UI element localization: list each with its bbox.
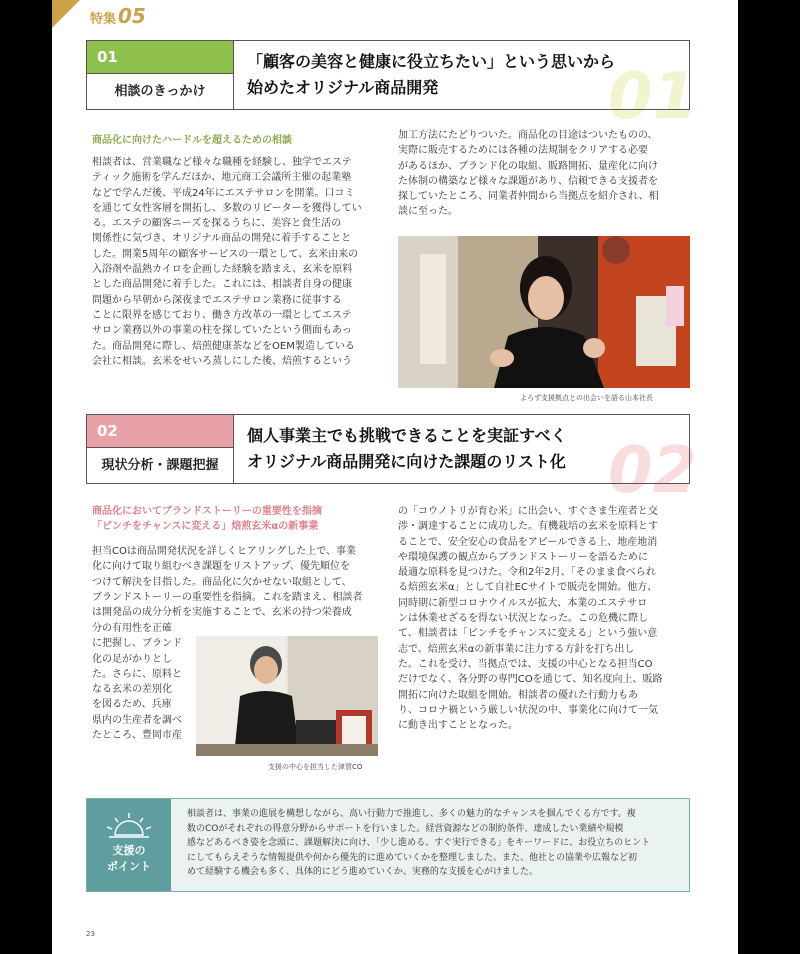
section-label: 現状分析・課題把握: [87, 447, 233, 484]
section-01-right-text: 加工方法にたどりついた。商品化の目途はついたものの、 実際に販売するためには各種の法規制をクリアする必要 があるほか、ブランド化の取組、販路開拓、量産化に向け た体制の構築など様々な課題があり、信頼できる支援者を 探していたところ、同業者仲間から当拠点を紹介され、相 談に至った。: [398, 130, 659, 218]
photo-illustration: [398, 236, 690, 388]
photo-caption-1: よろず支援拠点との出会いを語る山本社長: [520, 394, 653, 402]
section-01-left-text: 相談者は、営業職など様々な職種を経験し、独学でエステ ティック施術を学んだほか、地元商工会議所主催の起業塾 などで学んだ後、平成24年にエステサロンを開業。口コミ を通じて女性客層を開拓し、多数のリピーターを獲得してい る。エステの顧客ニーズを探るうちに、美容と食生活の 関係性に気づき、オリジナル商品の開発に着手することと した。開業5周年の顧客サービスの一環として、玄米由来の 入浴剤や温熱カイロを企画した経験を踏まえ、玄米を原料 とした商品開発に着手した。これには、相談者自身の健康 問題から早朝から深夜までエステサロン業務に従事する ことに限界を感じており、働き方改革の一環としてエステ サロン業務以外の事業の柱を探していたという側面もあっ た。商品開発に際し、焙煎健康茶などをOEM製造している 会社に相談。玄米をせいろ蒸しにした後、焙煎するという: [92, 157, 362, 367]
section-number: 01: [87, 41, 233, 73]
tab-triangle: [52, 0, 80, 28]
support-label: 支援の ポイント: [107, 844, 151, 873]
interview-photo-president: [398, 236, 690, 388]
section-02-header: [86, 414, 690, 484]
section-02-subheading: 商品化においてブランドストーリーの重要性を指摘 「ピンチをチャンスに変える」焙煎玄米αの新事業: [92, 506, 322, 532]
photo-illustration: [196, 636, 378, 756]
support-points-box: [86, 798, 690, 892]
feature-tab: [52, 0, 152, 28]
sunrise-icon: [87, 805, 171, 845]
section-02-left-text: 担当COは商品開発状況を詳しくヒアリングした上で、事業 化に向けて取り組むべき課題をリストアップ、優先順位を つけて解決を目指した。商品化に欠かせない取組として、 ブランドストーリーの重要性を指摘。これを踏まえ、相談者 は開発品の成分分析を実施することで、玄米の持つ栄養成: [92, 546, 363, 619]
support-text: 相談者は、事業の進展を構想しながら、高い行動力で推進し、多くの魅力的なチャンスを掴んでくる方です。複 数のCOがそれぞれの得意分野からサポートを行いました。経営資源などの制約条件、達成したい業績や規模 感などあるべき姿を念頭に、課題解決に向け、「少し進める、すぐ実行できる」をキーワードに、お役立ちのヒント にしてもらえそうな情報提供や何から優先的に進めていくかを整理しました。また、他社との協業や広報など初 めて経験する機会も多く、具体的にどう進めていくか、実務的な支援を心がけました。: [187, 809, 651, 878]
section-title: 「顧客の美容と健康に役立ちたい」という思いから 始めたオリジナル商品開発: [247, 52, 616, 97]
big-number-02: 02: [608, 434, 698, 508]
interview-photo-consultant: [196, 636, 378, 756]
feature-number: 05: [118, 4, 146, 28]
section-label: 相談のきっかけ: [87, 73, 233, 110]
section-01-header: [86, 40, 690, 110]
support-badge: [87, 799, 171, 891]
header-divider: [233, 415, 234, 483]
section-01-subheading: 商品化に向けたハードルを超えるための相談: [92, 135, 292, 146]
magazine-page: [52, 0, 738, 954]
header-divider: [233, 41, 234, 109]
feature-label: 特集 05: [90, 4, 146, 28]
section-02-left-narrow-text: 分の有用性を正確 に把握し、ブランド 化の足がかりとし た。さらに、原料と なる玄米の差別化 を図るため、兵庫 県内の生産者を調べ たところ、豊岡市産: [92, 623, 182, 742]
photo-caption-2: 支援の中心を担当した津賀CO: [268, 763, 363, 771]
big-number-01: 01: [608, 60, 698, 134]
page-number: 23: [86, 930, 95, 938]
section-02-right-text: の「コウノトリが育む米」に出会い、すぐさま生産者と交 渉・調達することに成功した。有機栽培の玄米を原料とす ることで、安全安心の食品をアピールできる上、地産地消 や環境保護の観点からブランドストーリーを語るために 最適な原料を見つけた。令和2年2月、「そのまま食べられ る焙煎玄米α」として自社ECサイトで販売を開始。他方、 同時期に新型コロナウイルスが拡大、本業のエステサロ ンは休業せざるを得ない状況となった。この危機に際し て、相談者は「ピンチをチャンスに変える」という強い意 志で、焙煎玄米αの新事業に注力する方針を打ち出し た。これを受け、当拠点では、支援の中心となる担当CO だけでなく、各分野の専門COを通じて、知名度向上、販路 開拓に向けた取組を開始。相談者の優れた行動力もあ り、コロナ禍という厳しい状況の中、事業化に向けて一気 に動き出すこととなった。: [398, 506, 663, 732]
section-number: 02: [87, 415, 233, 447]
section-title: 個人事業主でも挑戦できることを実証すべく オリジナル商品開発に向けた課題のリスト化: [247, 426, 567, 471]
